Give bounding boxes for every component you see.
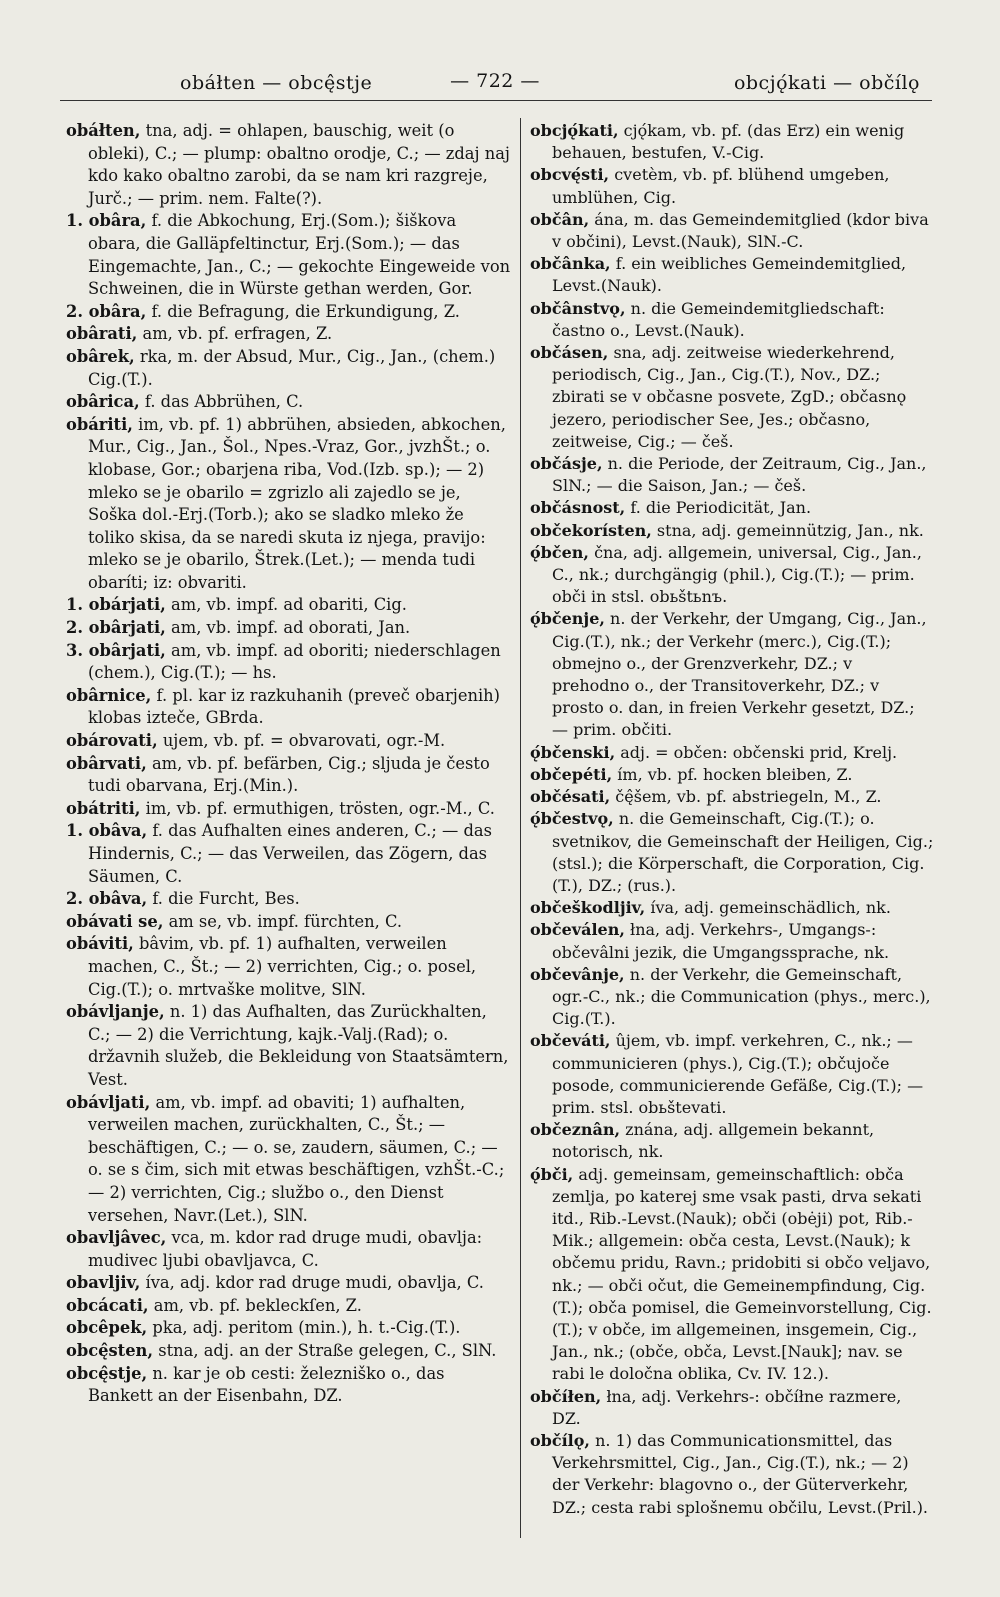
entry-definition: łna, adj. Verkehrs-, Umgangs-: občevâlni jezik, die Umgangssprache, nk.: [552, 920, 890, 962]
dictionary-entry: [530, 742, 934, 764]
dictionary-entry: [66, 1092, 512, 1228]
dictionary-entry: [66, 640, 512, 685]
entry-headword: obârica,: [66, 392, 140, 412]
entry-headword: 1. obárjati,: [66, 595, 166, 615]
dictionary-entry: [66, 323, 512, 346]
entry-headword: občânka,: [530, 254, 611, 274]
dictionary-entry: [66, 933, 512, 1001]
entry-headword: obcácati,: [66, 1295, 149, 1315]
dictionary-entry: [530, 897, 934, 919]
entry-definition: ána, m. das Gemeindemitglied (kdor biva v občini), Levst.(Nauk), SlN.-C.: [552, 209, 929, 252]
entry-headword: obârati,: [66, 324, 138, 344]
dictionary-entry: [530, 453, 934, 497]
entry-headword: ǫ́bčenski,: [530, 742, 616, 762]
entry-definition: am, vb. pf. erfragen, Z.: [142, 324, 333, 344]
entry-definition: stna, adj. an der Straße gelegen, C., SlN.: [158, 1341, 497, 1361]
dictionary-entry: [530, 786, 934, 808]
entry-headword: ǫ́bčenje,: [530, 609, 605, 629]
entry-headword: 1. obâra,: [66, 211, 147, 231]
entry-headword: obârek,: [66, 346, 135, 366]
column-divider: [520, 118, 521, 1538]
entry-headword: občân,: [530, 209, 590, 229]
dictionary-entry: [66, 617, 512, 640]
dictionary-entry: [530, 1430, 934, 1519]
dictionary-entry: [66, 1001, 512, 1091]
dictionary-entry: [66, 210, 512, 300]
entry-headword: občeválen,: [530, 920, 625, 940]
entry-definition: am, vb. impf. ad obariti, Cig.: [171, 595, 407, 615]
entry-headword: obcvę́sti,: [530, 165, 610, 185]
entry-headword: ǫ́bčestvǫ,: [530, 809, 614, 829]
entry-definition: im, vb. pf. ermuthigen, trösten, ogr.-M., C.: [145, 798, 495, 818]
entry-definition: vca, m. kdor rad druge mudi, obavlja: mudivec ljubi obavljavca, C.: [88, 1228, 483, 1270]
entry-definition: im, vb. pf. 1) abbrühen, absieden, abkochen, Mur., Cig., Jan., Šol., Npes.-Vraz, Gor., jvzhŠt.; o. klobase, Gor.; obarjena riba, Vod.(Izb. sp.); — 2) mleko se je obarilo = zgrizlo ali zajedlo se je, Soška dol.-Erj.(Torb.); ako se sladko mleko že toliko skisa, da se naredi skuta iz njega, pravijo: mleko se je obarilo, Štrek.(Let.); — menda tudi obaríti; iz: obvariti.: [88, 414, 506, 592]
dictionary-entry: [66, 911, 512, 934]
dictionary-entry: [530, 1119, 934, 1163]
entry-definition: stna, adj. gemeinnützig, Jan., nk.: [656, 520, 924, 540]
entry-headword: občekorísten,: [530, 520, 652, 540]
dictionary-entry: [530, 1030, 934, 1119]
dictionary-entry: [530, 764, 934, 786]
entry-definition: n. 1) das Aufhalten, das Zurückhalten, C.; — 2) die Verrichtung, kajk.-Valj.(Rad); o. državnih služeb, die Bekleidung von Staatsämtern, Vest.: [88, 1002, 509, 1089]
entry-definition: ím, vb. pf. hocken bleiben, Z.: [617, 764, 853, 784]
entry-headword: občânstvǫ,: [530, 298, 626, 318]
entry-definition: am, vb. pf. befärben, Cig.; sljuda je često tudi obarvana, Erj.(Min.).: [88, 753, 490, 796]
entry-headword: obátriti,: [66, 798, 141, 818]
dictionary-entry: [530, 1386, 934, 1430]
dictionary-entry: [66, 820, 512, 888]
entry-definition: n. der Verkehr, die Gemeinschaft, ogr.-C., nk.; die Communication (phys., merc.), Cig.(T.).: [552, 964, 931, 1029]
entry-definition: íva, adj. gemeinschädlich, nk.: [650, 898, 891, 918]
entry-definition: łna, adj. Verkehrs-: občíłne razmere, DZ.: [552, 1386, 902, 1428]
dictionary-entry: [66, 730, 512, 753]
dictionary-entry: [66, 594, 512, 617]
dictionary-entry: [530, 164, 934, 208]
entry-headword: obávati se,: [66, 911, 164, 931]
entry-headword: ǫ́bčen,: [530, 542, 589, 562]
entry-definition: am, vb. impf. ad oboriti; niederschlagen (chem.), Cig.(T.); — hs.: [88, 640, 501, 683]
right-column: [530, 120, 934, 1519]
entry-headword: občásnost,: [530, 498, 626, 518]
dictionary-entry: [66, 346, 512, 391]
dictionary-entry: [530, 253, 934, 297]
dictionary-entry: [66, 685, 512, 730]
dictionary-entry: [66, 1363, 512, 1408]
entry-headword: obáłten,: [66, 121, 141, 140]
dictionary-entry: [66, 1295, 512, 1318]
entry-headword: obcę̂stje,: [66, 1363, 148, 1383]
dictionary-entry: [66, 1340, 512, 1363]
entry-definition: f. pl. kar iz razkuhanih (preveč obarjenih) klobas izteče, GBrda.: [88, 685, 501, 728]
entry-definition: am, vb. pf. bekleckſen, Z.: [153, 1295, 362, 1315]
entry-definition: am, vb. impf. ad oborati, Jan.: [171, 618, 411, 638]
entry-headword: občeznân,: [530, 1120, 621, 1140]
entry-definition: čę̂šem, vb. pf. abstriegeln, M., Z.: [615, 787, 882, 807]
page-header: [60, 66, 930, 96]
dictionary-entry: [66, 1317, 512, 1340]
entry-definition: am, vb. impf. ad obaviti; 1) aufhalten, verweilen machen, zurückhalten, C., Št.; — beschäftigen, C.; — o. se, zaudern, säumen, C.; — o. se s čim, sich mit etwas beschäftigen, vzhŠt.-C.; — 2) verrichten, Cig.; službo o., den Dienst versehen, Navr.(Let.), SlN.: [88, 1092, 505, 1225]
entry-headword: občepéti,: [530, 764, 613, 784]
dictionary-entry: [530, 298, 934, 342]
dictionary-entry: [530, 919, 934, 963]
dictionary-entry: [66, 391, 512, 414]
entry-headword: občásje,: [530, 454, 603, 474]
dictionary-entry: [530, 342, 934, 453]
entry-headword: obávljati,: [66, 1092, 151, 1112]
entry-definition: f. die Abkochung, Erj.(Som.); šiškova obara, die Galläpfeltinctur, Erj.(Som.); — das Eingemachte, Jan., C.; — gekochte Eingeweide von Schweinen, die in Würste gethan werden, Gor.: [88, 211, 511, 299]
page-number: — 722 —: [450, 70, 540, 92]
entry-headword: občeváti,: [530, 1031, 611, 1051]
entry-definition: čna, adj. allgemein, universal, Cig., Jan., C., nk.; durchgängig (phil.), Cig.(T.); — prim. obči in stsl. obьštьnъ.: [552, 542, 922, 607]
entry-definition: n. die Periode, der Zeitraum, Cig., Jan., SlN.; — die Saison, Jan.; — češ.: [552, 454, 927, 496]
entry-definition: íva, adj. kdor rad druge mudi, obavlja, C.: [145, 1273, 484, 1293]
entry-headword: občeškodljiv,: [530, 898, 646, 918]
left-column: [66, 120, 512, 1408]
header-left-guide-words: obáłten — obcę̂stje: [180, 72, 373, 94]
entry-headword: 3. obârjati,: [66, 640, 166, 660]
entry-headword: obáriti,: [66, 414, 133, 434]
entry-headword: občésati,: [530, 787, 611, 807]
entry-headword: občíłen,: [530, 1386, 602, 1406]
entry-definition: adj. gemeinsam, gemeinschaftlich: obča zemlja, po katerej sme vsak pasti, drva sekati itd., Rib.-Levst.(Nauk); obči (obėji) pot, Rib.-Mik.; allgemein: obča cesta, Levst.(Nauk); k občemu pridu, Ravn.; pridobiti si občo veljavo, nk.; — obči očut, die Gemeinempfindung, Cig.(T.); obča pomisel, die Gemeinvorstellung, Cig.(T.); v obče, im allgemeinen, insgemein, Cig., Jan., nk.; (obče, obča, Levst.[Nauk]; nav. se rabi le določna oblika, Cv. IV. 12.).: [552, 1164, 932, 1384]
entry-definition: ûjem, vb. impf. verkehren, C., nk.; — communicieren (phys.), Cig.(T.); občujoče posode, communicierende Gefäße, Cig.(T.); — prim. stsl. obьštevati.: [552, 1031, 924, 1117]
entry-definition: bâvim, vb. pf. 1) aufhalten, verweilen machen, C., Št.; — 2) verrichten, Cig.; o. posel, Cig.(T.); o. mrtvaške molitve, SlN.: [88, 934, 477, 999]
entry-definition: f. das Aufhalten eines anderen, C.; — das Hindernis, C.; — das Verweilen, das Zögern, das Säumen, C.: [88, 821, 492, 886]
entry-headword: 2. obâva,: [66, 889, 148, 909]
entry-definition: f. die Periodicität, Jan.: [630, 498, 812, 518]
entry-headword: občevânje,: [530, 964, 625, 984]
dictionary-entry: [66, 798, 512, 821]
entry-headword: 1. obâva,: [66, 821, 148, 841]
header-right-guide-words: obcjǫ́kati — občílǫ: [733, 72, 920, 94]
entry-headword: obáviti,: [66, 934, 134, 954]
entry-headword: obârvati,: [66, 753, 147, 773]
entry-definition: adj. = občen: občenski prid, Krelj.: [620, 742, 898, 762]
entry-definition: znána, adj. allgemein bekannt, notorisch, nk.: [552, 1120, 875, 1162]
dictionary-entry: [530, 542, 934, 609]
entry-definition: rka, m. der Absud, Mur., Cig., Jan., (chem.) Cig.(T.).: [88, 346, 496, 389]
entry-headword: ǫ́bči,: [530, 1164, 574, 1184]
entry-definition: n. kar je ob cesti: železniško o., das Bankett an der Eisenbahn, DZ.: [88, 1363, 445, 1406]
entry-definition: f. die Furcht, Bes.: [152, 889, 300, 909]
entry-definition: n. der Verkehr, der Umgang, Cig., Jan., Cig.(T.), nk.; der Verkehr (merc.), Cig.(T.); obmejno o., der Grenzverkehr, DZ.; v prehodno o., der Transitoverkehr, DZ.; v prosto o. dan, in freien Verkehr gesetzt, DZ.; — prim. občiti.: [552, 609, 927, 740]
dictionary-entry: [66, 1227, 512, 1272]
entry-definition: n. 1) das Communicationsmittel, das Verkehrsmittel, Cig., Jan., Cig.(T.), nk.; — 2) der Verkehr: blagovno o., der Güterverkehr, DZ.; cesta rabi splošnemu občilu, Levst.(Pril.).: [552, 1430, 929, 1517]
dictionary-entry: [530, 520, 934, 542]
entry-headword: obcjǫ́kati,: [530, 121, 619, 140]
entry-definition: sna, adj. zeitweise wiederkehrend, periodisch, Cig., Jan., Cig.(T.), Nov., DZ.; zbirati se v občasne posvete, ZgD.; občasnǫ jezero, periodischer See, Jes.; občasno, zeitweise, Cig.; — češ.: [552, 343, 907, 451]
entry-headword: občásen,: [530, 343, 609, 363]
entry-headword: obavljiv,: [66, 1273, 141, 1293]
entry-definition: f. das Abbrühen, C.: [144, 392, 304, 412]
dictionary-entry: [530, 808, 934, 897]
dictionary-entry: [530, 209, 934, 253]
entry-definition: pka, adj. peritom (min.), h. t.-Cig.(T.).: [152, 1318, 461, 1338]
entry-definition: f. ein weibliches Gemeindemitglied, Levst.(Nauk).: [552, 254, 907, 296]
entry-headword: občílǫ,: [530, 1430, 590, 1450]
header-rule: [60, 100, 932, 101]
entry-headword: obcêpek,: [66, 1318, 148, 1338]
dictionary-entry: [530, 120, 934, 164]
dictionary-entry: [66, 1272, 512, 1295]
entry-headword: 2. obâra,: [66, 301, 147, 321]
entry-definition: ujem, vb. pf. = obvarovati, ogr.-M.: [162, 731, 446, 751]
dictionary-entry: [66, 888, 512, 911]
dictionary-entry: [66, 120, 512, 210]
entry-definition: f. die Befragung, die Erkundigung, Z.: [151, 301, 460, 321]
dictionary-entry: [530, 497, 934, 519]
entry-definition: tna, adj. = ohlapen, bauschig, weit (o obleki), C.; — plump: obaltno orodje, C.; — zdaj naj kdo kako obaltno zarobi, da se nam kri razgreje, Jurč.; — prim. nem. Falte(?).: [88, 121, 510, 208]
entry-headword: obavljâvec,: [66, 1228, 167, 1248]
entry-headword: obârnice,: [66, 685, 152, 705]
entry-headword: obávljanje,: [66, 1002, 165, 1022]
entry-headword: obárovati,: [66, 731, 158, 751]
entry-definition: cvetèm, vb. pf. blühend umgeben, umblühen, Cig.: [552, 165, 890, 207]
entry-definition: n. die Gemeindemitgliedschaft: častno o., Levst.(Nauk).: [552, 298, 885, 340]
entry-headword: 2. obârjati,: [66, 618, 166, 638]
entry-definition: cjǫ́kam, vb. pf. (das Erz) ein wenig behauen, bestufen, V.-Cig.: [552, 121, 905, 163]
dictionary-entry: [66, 753, 512, 798]
dictionary-entry: [66, 301, 512, 324]
entry-definition: n. die Gemeinschaft, Cig.(T.); o. svetnikov, die Gemeinschaft der Heiligen, Cig.; (stsl.); die Körperschaft, die Corporation, Cig.(T.), DZ.; (rus.).: [552, 809, 934, 895]
dictionary-entry: [530, 964, 934, 1031]
dictionary-entry: [530, 1164, 934, 1386]
dictionary-entry: [66, 414, 512, 595]
entry-headword: obcę̂sten,: [66, 1341, 154, 1361]
entry-definition: am se, vb. impf. fürchten, C.: [168, 911, 403, 931]
dictionary-entry: [530, 608, 934, 741]
